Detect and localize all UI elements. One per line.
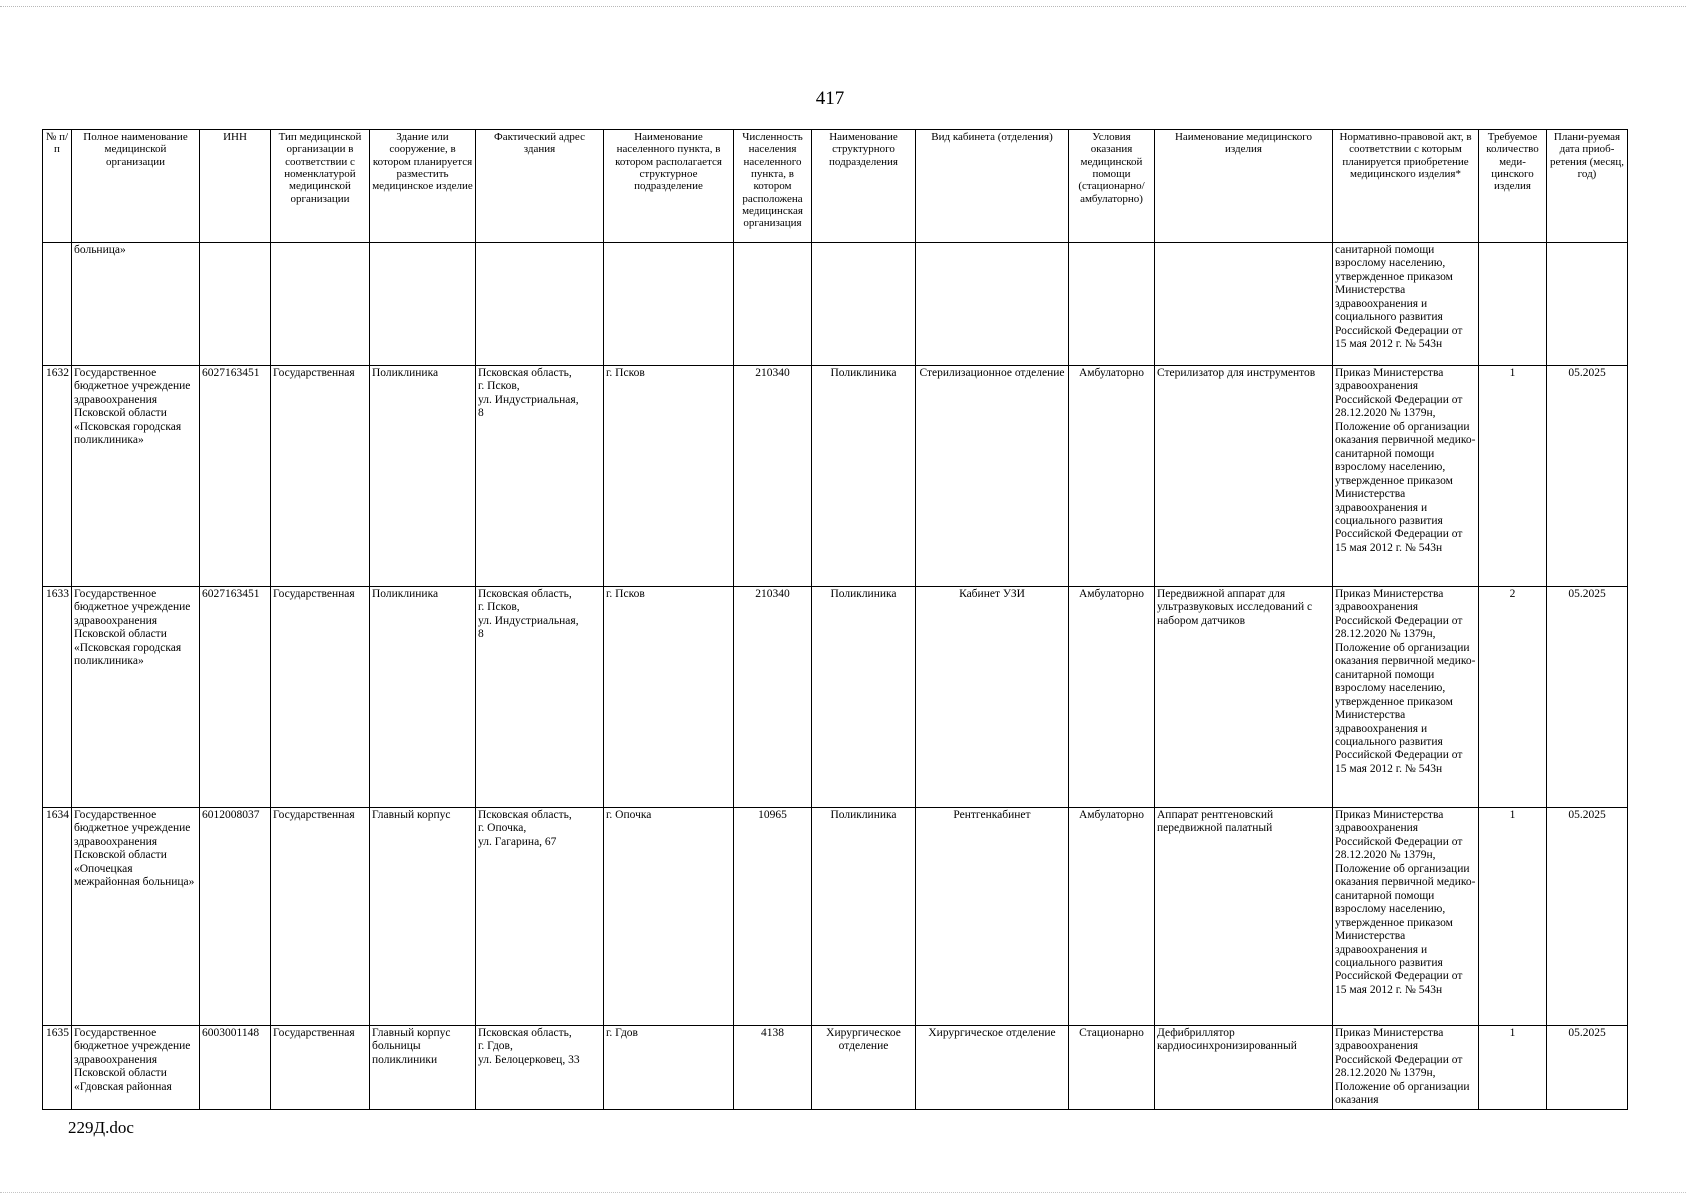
cell-type: Государственная [271, 808, 370, 1026]
cell-type: Государственная [271, 366, 370, 587]
equipment-table [42, 129, 1628, 1110]
cell-inn: 6027163451 [200, 366, 271, 587]
cell-num: 1633 [43, 587, 72, 808]
table-row [43, 808, 1628, 1026]
cell-building: Поликлиника [370, 587, 476, 808]
cell-date: 05.2025 [1547, 366, 1628, 587]
header-conditions: Условия оказания медицинской помощи (стационарно/ амбулаторно) [1069, 130, 1155, 243]
cell-building: Главный корпус [370, 808, 476, 1026]
cell-inn: 6027163451 [200, 587, 271, 808]
header-org: Полное наименование медицинской организации [72, 130, 200, 243]
header-building: Здание или сооружение, в котором планируется разместить медицинское изделие [370, 130, 476, 243]
cell-cabinet: Рентгенкабинет [916, 808, 1069, 1026]
cell-cabinet: Хирургическое отделение [916, 1026, 1069, 1110]
cell-qty: 1 [1479, 1026, 1547, 1110]
header-device: Наименование медицинского изделия [1155, 130, 1333, 243]
cell-population: 210340 [734, 366, 812, 587]
cell-address: Псковская область, г. Опочка, ул. Гагарина, 67 [476, 808, 604, 1026]
cell-conditions: Амбулаторно [1069, 366, 1155, 587]
cell-unit: Хирургическое отделение [812, 1026, 916, 1110]
header-unit: Наименование структурного подразделения [812, 130, 916, 243]
cell-conditions: Амбулаторно [1069, 587, 1155, 808]
header-num: № п/п [43, 130, 72, 243]
cell-date: 05.2025 [1547, 1026, 1628, 1110]
cell-locality: г. Гдов [604, 1026, 734, 1110]
cell-address: Псковская область, г. Псков, ул. Индустриальная, 8 [476, 366, 604, 587]
header-cabinet: Вид кабинета (отделения) [916, 130, 1069, 243]
cell-qty: 2 [1479, 587, 1547, 808]
cell-num: 1634 [43, 808, 72, 1026]
cell-org: Государственное бюджетное учреждение здравоохранения Псковской области «Псковская городская поликлиника» [72, 587, 200, 808]
table-row [43, 1026, 1628, 1110]
cell-num: 1635 [43, 1026, 72, 1110]
cell-device: Дефибриллятор кардиосинхронизированный [1155, 1026, 1333, 1110]
cell-device: Стерилизатор для инструментов [1155, 366, 1333, 587]
cell-population: 210340 [734, 587, 812, 808]
scan-edge-bottom [0, 1192, 1686, 1195]
cell-act: Приказ Министерства здравоохранения Российской Федерации от 28.12.2020 № 1379н, Положение об организации оказания [1333, 1026, 1479, 1110]
cell-org: больница» [72, 243, 200, 366]
cell-type: Государственная [271, 1026, 370, 1110]
cell-cabinet: Стерилизационное отделение [916, 366, 1069, 587]
header-type: Тип медицинской организации в соответствии с номенклатурой медицинской организации [271, 130, 370, 243]
cell-act: Приказ Министерства здравоохранения Российской Федерации от 28.12.2020 № 1379н, Положение об организации оказания первичной медико-санитарной помощи взрослому населению, утвержденное приказом Министерства здравоохранения и социального развития Российской Федерации от 15 мая 2012 г. № 543н [1333, 808, 1479, 1026]
cell-conditions: Стационарно [1069, 1026, 1155, 1110]
cell-address: Псковская область, г. Псков, ул. Индустриальная, 8 [476, 587, 604, 808]
cell-unit: Поликлиника [812, 808, 916, 1026]
cell-act: Приказ Министерства здравоохранения Российской Федерации от 28.12.2020 № 1379н, Положение об организации оказания первичной медико-санитарной помощи взрослому населению, утвержденное приказом Министерства здравоохранения и социального развития Российской Федерации от 15 мая 2012 г. № 543н [1333, 366, 1479, 587]
cell-unit: Поликлиника [812, 366, 916, 587]
cell-cabinet: Кабинет УЗИ [916, 587, 1069, 808]
cell-locality: г. Псков [604, 587, 734, 808]
cell-qty: 1 [1479, 366, 1547, 587]
cell-act: Приказ Министерства здравоохранения Российской Федерации от 28.12.2020 № 1379н, Положение об организации оказания первичной медико-санитарной помощи взрослому населению, утвержденное приказом Министерства здравоохранения и социального развития Российской Федерации от 15 мая 2012 г. № 543н [1333, 587, 1479, 808]
cell-type: Государственная [271, 587, 370, 808]
cell-org: Государственное бюджетное учреждение здравоохранения Псковской области «Псковская городская поликлиника» [72, 366, 200, 587]
cell-address: Псковская область, г. Гдов, ул. Белоцерковец, 33 [476, 1026, 604, 1110]
header-row [43, 130, 1628, 243]
cell-building: Поликлиника [370, 366, 476, 587]
table-row [43, 587, 1628, 808]
scan-edge-top [0, 6, 1686, 9]
cell-population: 10965 [734, 808, 812, 1026]
table-row [43, 366, 1628, 587]
header-locality: Наименование населенного пункта, в котором располагается структурное подразделение [604, 130, 734, 243]
document-filename: 229Д.doc [68, 1118, 134, 1137]
header-date: Плани-руемая дата приоб-ретения (месяц, год) [1547, 130, 1628, 243]
header-act: Нормативно-правовой акт, в соответствии с которым планируется приобретение медицинского изделия* [1333, 130, 1479, 243]
cell-building: Главный корпус больницы поликлиники [370, 1026, 476, 1110]
cell-num: 1632 [43, 366, 72, 587]
cell-org: Государственное бюджетное учреждение здравоохранения Псковской области «Гдовская районная [72, 1026, 200, 1110]
cell-device: Передвижной аппарат для ультразвуковых исследований с набором датчиков [1155, 587, 1333, 808]
header-inn: ИНН [200, 130, 271, 243]
cell-inn: 6003001148 [200, 1026, 271, 1110]
cell-locality: г. Опочка [604, 808, 734, 1026]
cell-date: 05.2025 [1547, 808, 1628, 1026]
cell-inn: 6012008037 [200, 808, 271, 1026]
cell-org: Государственное бюджетное учреждение здравоохранения Псковской области «Опочецкая межрайонная больница» [72, 808, 200, 1026]
cell-locality: г. Псков [604, 366, 734, 587]
cell-device: Аппарат рентгеновский передвижной палатный [1155, 808, 1333, 1026]
header-address: Фактический адрес здания [476, 130, 604, 243]
page-number: 417 [815, 88, 845, 109]
cell-unit: Поликлиника [812, 587, 916, 808]
header-population: Численность населения населенного пункта, в котором расположена медицинская организация [734, 130, 812, 243]
table-row-continuation [43, 243, 1628, 366]
cell-qty: 1 [1479, 808, 1547, 1026]
cell-act: санитарной помощи взрослому населению, утвержденное приказом Министерства здравоохранения и социального развития Российской Федерации от 15 мая 2012 г. № 543н [1333, 243, 1479, 366]
header-qty: Требуемое количество меди-цинского изделия [1479, 130, 1547, 243]
cell-population: 4138 [734, 1026, 812, 1110]
cell-date: 05.2025 [1547, 587, 1628, 808]
cell-conditions: Амбулаторно [1069, 808, 1155, 1026]
